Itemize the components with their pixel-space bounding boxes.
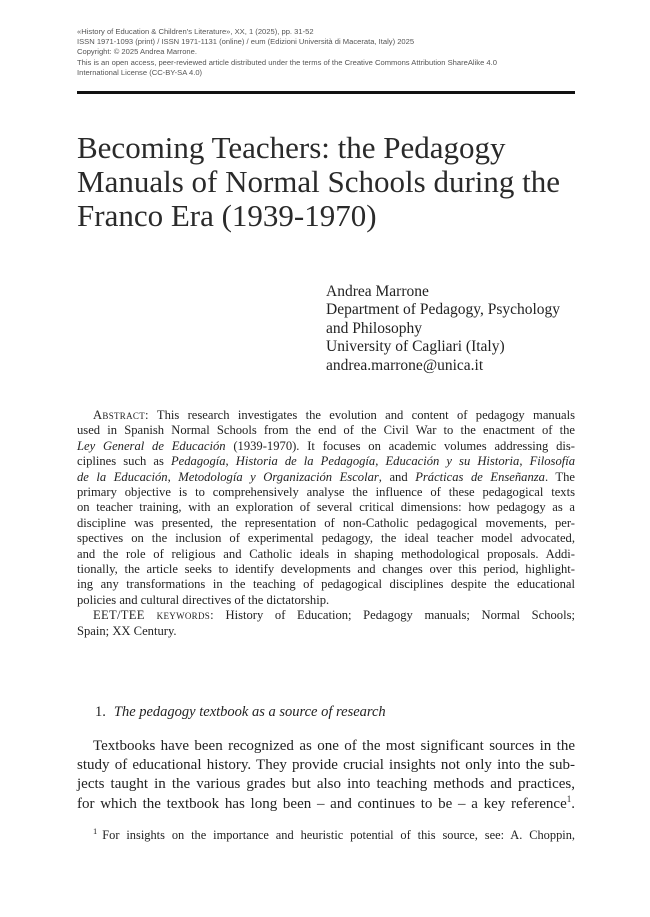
article-title (77, 131, 575, 233)
section-number: 1. (95, 704, 106, 720)
author-department: Department of Pedagogy, Psychology (326, 301, 561, 319)
abstract-line: ing any transformations in the teaching of pedagogical disciplines despite the educational (77, 577, 575, 592)
footnote-text: For insights on the importance and heuristic potential of this source, see: A. Choppin, (102, 828, 575, 842)
abstract-line: Ley General de Educación (1939-1970). It focuses on academic volumes addressing dis- (77, 438, 575, 453)
abstract-line: discipline was presented, the representation of non-Catholic pedagogical movements, per- (77, 515, 575, 530)
body-line: jects taught in the various grades but also into teaching methods and practices, (77, 776, 575, 793)
header-line: «History of Education & Children's Literature», XX, 1 (2025), pp. 31-52 (77, 27, 314, 36)
footnote-number: 1 (93, 825, 98, 836)
abstract-line: primary objective is to comprehensively analyse the influence of these pedagogical texts (77, 485, 575, 500)
abstract-line: Abstract: This research investigates the evolution and content of pedagogy manuals (93, 408, 575, 422)
abstract-line: used in Spanish Normal Schools from the end of the Civil War to the enactment of the (77, 423, 575, 438)
keywords-label: EET/TEE keywords: (93, 608, 214, 623)
author-email[interactable]: andrea.marrone@unica.it (326, 356, 484, 374)
abstract-line: on teacher training, with an exploration of several critical dimensions: how pedagogy as a (77, 500, 575, 515)
author-university: University of Cagliari (Italy) (326, 338, 505, 356)
journal-header (77, 27, 577, 78)
section-heading (95, 703, 575, 721)
abstract-line: spectives on the inclusion of experimental pedagogy, the ideal teacher model advocated, (77, 531, 575, 546)
body-text (77, 737, 575, 814)
abstract-line: tionally, the article seeks to identify developments and changes over this period, highlight- (77, 562, 575, 577)
header-line: International License (CC-BY-SA 4.0) (77, 67, 203, 77)
body-line: for which the textbook has long been – and continues to be – a key reference$^1$. (77, 793, 575, 812)
abstract-label: Abstract: (93, 408, 149, 422)
header-line: This is an open access, peer-reviewed article distributed under the terms of the Creative Commons Attribution ShareAlike 4.0 (77, 57, 497, 67)
abstract-line: and the role of religious and Catholic ideals in shaping methodological proposals. Addi- (77, 546, 575, 561)
section-title: The pedagogy textbook as a source of research (113, 704, 386, 720)
keywords-line: Spain; XX Century. (77, 623, 177, 638)
body-line: Textbooks have been recognized as one of the most significant sources in the (93, 738, 575, 754)
header-line: ISSN 1971-1093 (print) / ISSN 1971-1131 (online) / eum (Edizioni Università di Macerata, Italy) 2025 (77, 37, 415, 47)
abstract-line: ciplines such as Pedagogía, Historia de la Pedagogía, Educación y su Historia, Filosofía (77, 454, 576, 469)
author-block (326, 283, 586, 375)
footnote-reference[interactable]: 1 (566, 793, 572, 804)
title-line: Becoming Teachers: the Pedagogy (77, 130, 506, 165)
keywords-line: EET/TEE keywords: History of Education; Pedagogy manuals; Normal Schools; (93, 608, 575, 623)
body-line: study of educational history. They provide crucial insights not only into the sub- (77, 757, 575, 774)
author-name: Andrea Marrone (326, 283, 429, 300)
header-rule (77, 91, 575, 94)
footnote (77, 825, 575, 843)
title-line: Franco Era (1939-1970) (77, 198, 377, 233)
header-line: Copyright: © 2025 Andrea Marrone. (77, 47, 197, 57)
abstract-line: de la Educación, Metodología y Organización Escolar, and Prácticas de Enseñanza. The (77, 469, 575, 484)
abstract-line: policies and cultural directives of the dictatorship. (77, 592, 330, 607)
author-department: and Philosophy (326, 319, 423, 337)
title-line: Manuals of Normal Schools during the (77, 164, 561, 199)
abstract (77, 408, 575, 639)
